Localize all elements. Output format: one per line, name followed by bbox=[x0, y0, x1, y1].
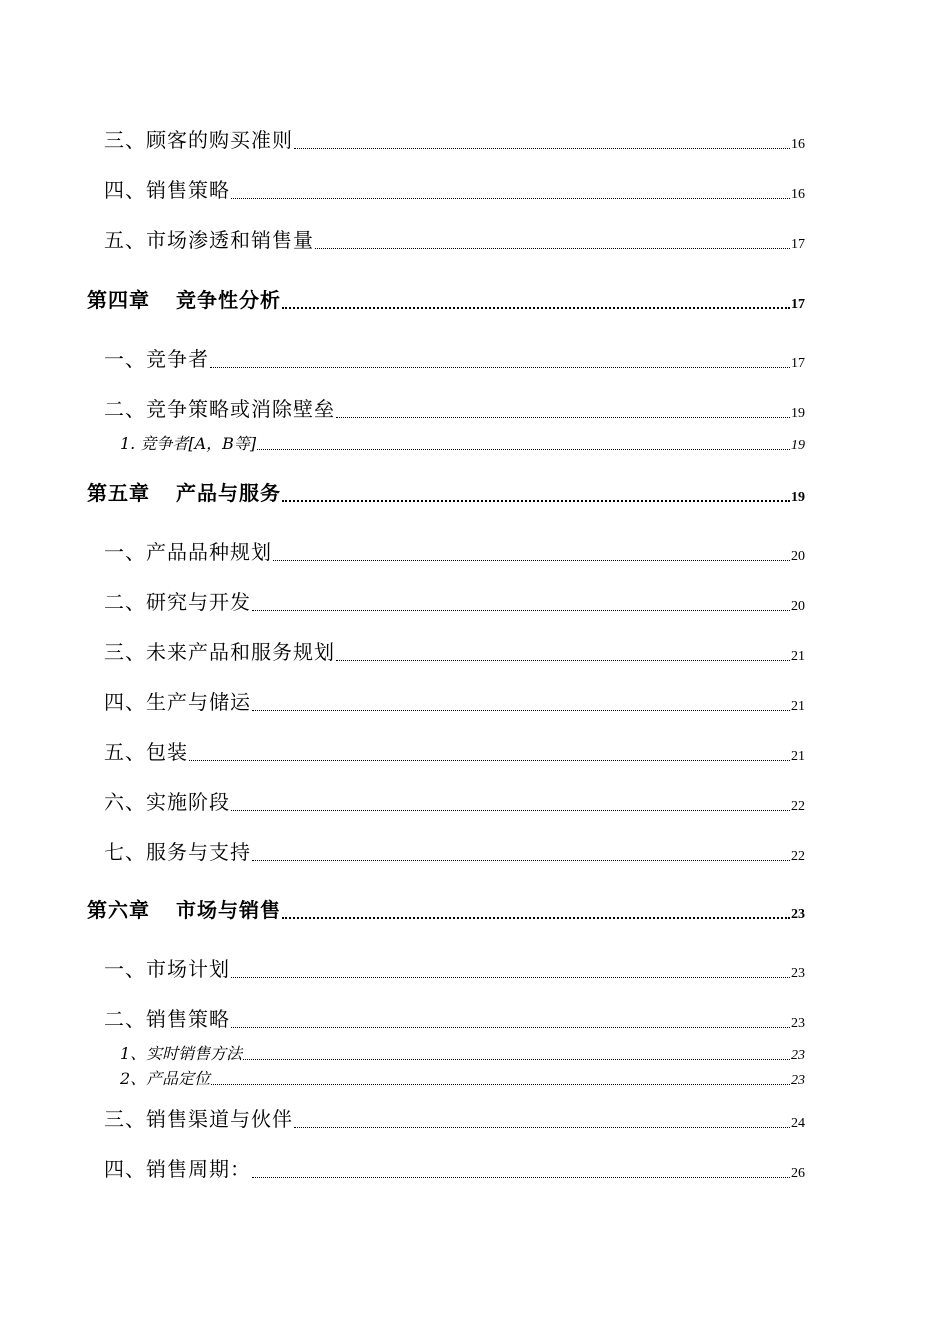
toc-page-number: 20 bbox=[791, 599, 805, 614]
toc-page-number: 16 bbox=[791, 187, 805, 202]
toc-page-number: 24 bbox=[791, 1116, 805, 1131]
toc-chapter-entry[interactable] bbox=[87, 477, 805, 506]
toc-entry[interactable] bbox=[104, 836, 805, 865]
toc-page-number: 19 bbox=[791, 406, 805, 421]
toc-subentry[interactable] bbox=[120, 1041, 805, 1064]
toc-chapter-entry[interactable] bbox=[87, 894, 805, 923]
toc-entry-title: 五、市场渗透和销售量 bbox=[104, 228, 314, 252]
toc-page-number: 23 bbox=[791, 966, 805, 981]
toc-leader-dots bbox=[252, 1177, 790, 1178]
toc-entry-title: 六、实施阶段 bbox=[104, 790, 230, 814]
toc-entry[interactable] bbox=[104, 536, 805, 565]
toc-entry[interactable] bbox=[104, 1153, 805, 1182]
toc-page-number: 21 bbox=[791, 749, 805, 764]
toc-entry-title: 一、市场计划 bbox=[104, 957, 230, 981]
toc-page-number: 17 bbox=[791, 356, 805, 371]
toc-chapter-number: 第四章 bbox=[87, 288, 150, 312]
toc-subentry[interactable] bbox=[120, 431, 805, 454]
toc-entry-title: 四、生产与储运 bbox=[104, 690, 251, 714]
toc-entry[interactable] bbox=[104, 1103, 805, 1132]
toc-entry-title: 七、服务与支持 bbox=[104, 840, 251, 864]
toc-page-number: 21 bbox=[791, 649, 805, 664]
toc-entry-title: 四、销售策略 bbox=[104, 178, 230, 202]
toc-entry[interactable] bbox=[104, 736, 805, 765]
toc-page-number: 19 bbox=[791, 490, 805, 505]
toc-entry[interactable] bbox=[104, 393, 805, 422]
toc-chapter-name: 产品与服务 bbox=[176, 481, 281, 505]
toc-leader-dots bbox=[282, 500, 790, 502]
toc-page-number: 23 bbox=[791, 1016, 805, 1031]
toc-leader-dots bbox=[257, 449, 790, 450]
toc-leader-dots bbox=[252, 710, 790, 711]
toc-leader-dots bbox=[231, 1027, 790, 1028]
toc-chapter-name: 市场与销售 bbox=[176, 898, 281, 922]
toc-page-number: 19 bbox=[791, 438, 805, 453]
toc-entry-title: 1、实时销售方法 bbox=[120, 1044, 243, 1063]
toc-page-number: 22 bbox=[791, 849, 805, 864]
toc-entry-title: 二、竞争策略或消除壁垒 bbox=[104, 397, 335, 421]
toc-page-number: 23 bbox=[791, 907, 805, 922]
toc-entry-title: 四、销售周期： bbox=[104, 1157, 251, 1181]
toc-leader-dots bbox=[231, 977, 790, 978]
toc-leader-dots bbox=[282, 917, 790, 919]
toc-entry-title: 一、竞争者 bbox=[104, 347, 209, 371]
toc-entry[interactable] bbox=[104, 953, 805, 982]
toc-page-number: 16 bbox=[791, 137, 805, 152]
toc-entry[interactable] bbox=[104, 224, 805, 253]
toc-subentry[interactable] bbox=[120, 1066, 805, 1089]
toc-leader-dots bbox=[231, 198, 790, 199]
toc-leader-dots bbox=[252, 860, 790, 861]
toc-leader-dots bbox=[315, 248, 790, 249]
toc-entry-title: 1. 竞争者[A，B等] bbox=[120, 434, 257, 453]
toc-entry[interactable] bbox=[104, 124, 805, 153]
toc-page-number: 23 bbox=[791, 1048, 805, 1063]
toc-entry-title: 二、研究与开发 bbox=[104, 590, 251, 614]
toc-entry-title: 三、销售渠道与伙伴 bbox=[104, 1107, 293, 1131]
toc-chapter-title bbox=[87, 894, 281, 923]
toc-leader-dots bbox=[294, 1127, 790, 1128]
toc-chapter-number: 第六章 bbox=[87, 898, 150, 922]
toc-entry-title: 一、产品品种规划 bbox=[104, 540, 272, 564]
toc-page-number: 23 bbox=[791, 1073, 805, 1088]
toc-leader-dots bbox=[189, 760, 790, 761]
toc-entry[interactable] bbox=[104, 174, 805, 203]
toc-entry[interactable] bbox=[104, 636, 805, 665]
toc-leader-dots bbox=[273, 560, 790, 561]
toc-entry-title: 2、产品定位 bbox=[120, 1069, 211, 1088]
toc-entry[interactable] bbox=[104, 686, 805, 715]
toc-chapter-title bbox=[87, 284, 281, 313]
toc-chapter-name: 竞争性分析 bbox=[176, 288, 281, 312]
toc-entry[interactable] bbox=[104, 786, 805, 815]
toc-entry-title: 三、未来产品和服务规划 bbox=[104, 640, 335, 664]
toc-page-number: 17 bbox=[791, 297, 805, 312]
toc-chapter-number: 第五章 bbox=[87, 481, 150, 505]
toc-chapter-title bbox=[87, 477, 281, 506]
toc-leader-dots bbox=[243, 1059, 790, 1060]
toc-leader-dots bbox=[252, 610, 790, 611]
toc-leader-dots bbox=[336, 417, 790, 418]
toc-page-number: 22 bbox=[791, 799, 805, 814]
toc-page-number: 21 bbox=[791, 699, 805, 714]
toc-entry-title: 三、顾客的购买准则 bbox=[104, 128, 293, 152]
toc-leader-dots bbox=[294, 148, 790, 149]
toc-entry[interactable] bbox=[104, 1003, 805, 1032]
toc-page-number: 20 bbox=[791, 549, 805, 564]
toc-entry-title: 二、销售策略 bbox=[104, 1007, 230, 1031]
toc-entry[interactable] bbox=[104, 586, 805, 615]
toc-page-number: 17 bbox=[791, 237, 805, 252]
toc-leader-dots bbox=[336, 660, 790, 661]
toc-chapter-entry[interactable] bbox=[87, 284, 805, 313]
toc-entry[interactable] bbox=[104, 343, 805, 372]
toc-page-number: 26 bbox=[791, 1166, 805, 1181]
toc-leader-dots bbox=[282, 307, 790, 309]
toc-entry-title: 五、包装 bbox=[104, 740, 188, 764]
toc-leader-dots bbox=[210, 367, 790, 368]
toc-leader-dots bbox=[211, 1084, 790, 1085]
toc-leader-dots bbox=[231, 810, 790, 811]
